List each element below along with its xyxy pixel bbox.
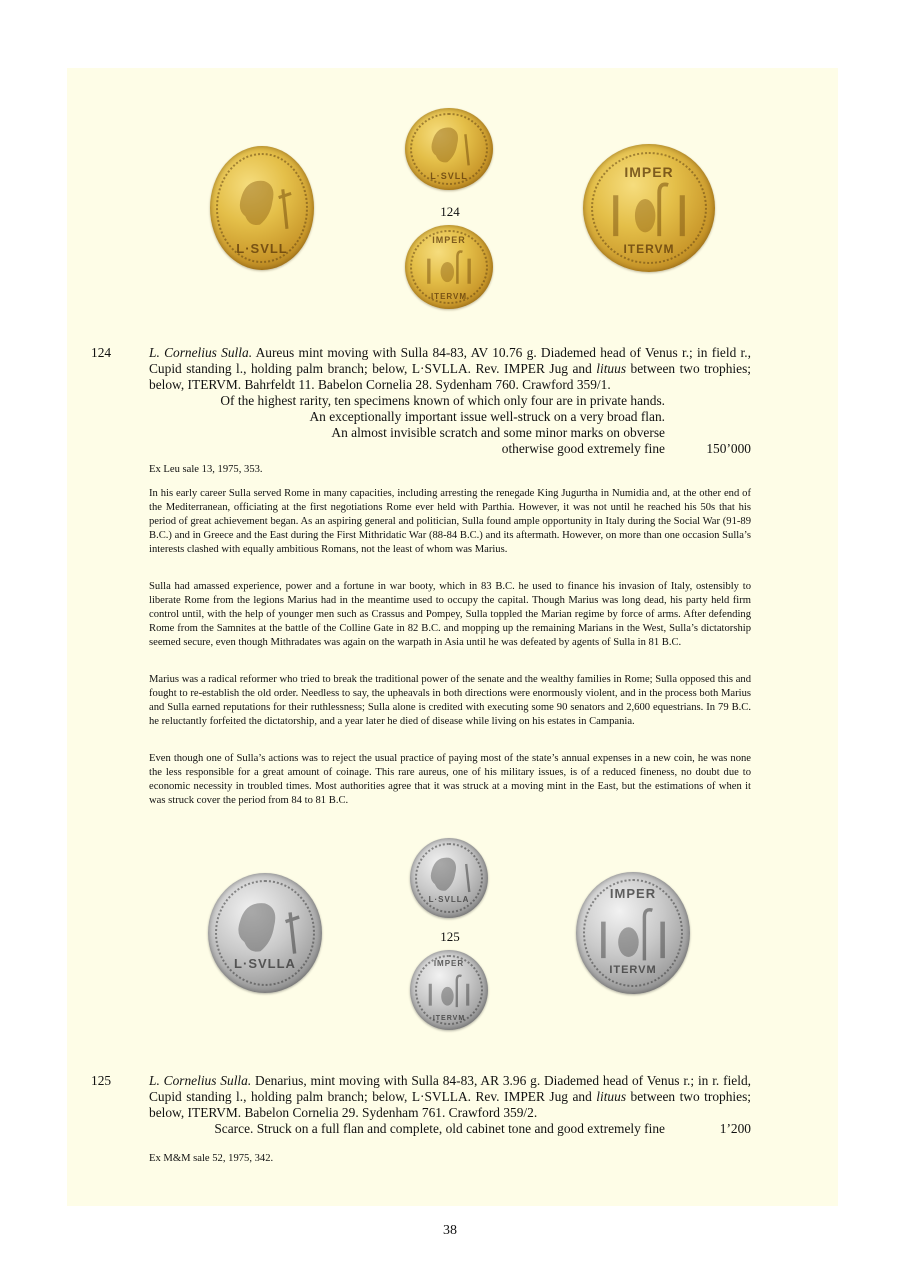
commentary-paragraph: Even though one of Sulla’s actions was to reject the usual practice of paying most of the state’s annual expenses in a new coin, he was none the less responsible for a great amount of coinage. This rare aureus, one of his military issues, is of a reduced fineness, no doubt due to economic necessity in troubled times. Most authorities agree that it was struck at a moving mint in the East, but the estimations of when it was struck cover the period from 84 to 81 B.C. — [149, 753, 751, 806]
coin-125-reverse-large — [576, 872, 690, 994]
obverse-legend: L·SVLL — [236, 241, 288, 256]
description-text: between two trophies; below, ITERVM. Babelon Cornelia 29. Sydenham 761. Crawford 359/2. — [149, 1089, 751, 1120]
lot-estimate: 150’000 — [706, 441, 751, 456]
lot-provenance: Ex Leu sale 13, 1975, 353. — [149, 464, 263, 475]
reverse-legend-bottom: ITERVM — [430, 292, 468, 301]
obverse-legend: L·SVLLA — [234, 956, 296, 971]
coin-124-reverse-large — [583, 144, 715, 272]
commentary-paragraph: Sulla had amassed experience, power and a fortune in war booty, which in 83 B.C. he used to finance his invasion of Italy, ostensibly to liberate Rome from the legions Marius had in the meantime used to occupy the capital. Though Marius was long dead, his party held firm control until, with the help of younger men such as Crassus and Pompey, Sulla toppled the Marian regime by force of arms. After defending Rome from the Samnites at the battle of the Colline Gate in 82 B.C. and mopping up the remaining Marians in the West, Sulla’s dictatorship seemed secure, even though Mithradates was again on the warpath in Asia until he was defeated by agents of Sulla in 81 B.C. — [149, 581, 751, 648]
coin-124-obverse-small — [405, 108, 493, 190]
obverse-legend: L·SVLL — [430, 171, 468, 181]
coin-image-number: 124 — [440, 204, 460, 219]
description-italic: lituus — [596, 361, 627, 376]
reverse-legend-top: IMPER — [433, 959, 465, 968]
description-text: Aureus mint moving with Sulla 84-83, AV 10.76 g. Diademed head of Venus r.; in field r., Cupid standing l., holding palm branch; below, L·SVLLA. Rev. IMPER Jug and — [149, 345, 751, 376]
venus-head-icon — [208, 873, 322, 993]
lot-note: Of the highest rarity, ten specimens known of which only four are in private hands. — [220, 393, 665, 408]
coin-125-obverse-small — [410, 838, 488, 918]
description-italic: lituus — [596, 1089, 627, 1104]
coin-image-number: 125 — [440, 929, 460, 944]
reverse-legend-top: IMPER — [432, 235, 466, 245]
coin-125-obverse-large — [208, 873, 322, 993]
description-text: Denarius, mint moving with Sulla 84-83, AR 3.96 g. Diademed head of Venus r.; in r. field, Cupid standing l., holding palm branch; below, L·SVLLA. Rev. IMPER Jug and — [149, 1073, 751, 1104]
commentary-paragraph: Marius was a radical reformer who tried to break the traditional power of the senate and the wealthy families in Rome; Sulla opposed this and fought to re-establish the old order. Needless to say, the upheavals in both directions were enormously violent, and in the process both Marius and Sulla earned reputations for their ruthlessness; Sulla alone is credited with executing some 90 senators and 2,600 equestrians. In 79 B.C. he reluctantly forfeited the dictatorship, and a year later he died of disease while living on his estates in Campania. — [149, 674, 751, 727]
reverse-legend-top: IMPER — [609, 886, 657, 901]
lot-note: An almost invisible scratch and some minor marks on obverse — [331, 425, 665, 440]
coin-125-reverse-small — [410, 950, 488, 1030]
obverse-legend: L·SVLLA — [428, 895, 470, 904]
reverse-legend-bottom: ITERVM — [609, 964, 657, 976]
lot-estimate: 1’200 — [719, 1121, 751, 1136]
lot-note: Scarce. Struck on a full flan and complete, old cabinet tone and good extremely fine — [214, 1121, 665, 1136]
lot-number: 125 — [91, 1073, 112, 1088]
lot-provenance: Ex M&M sale 52, 1975, 342. — [149, 1153, 274, 1164]
lot-note: An exceptionally important issue well-struck on a very broad flan. — [309, 409, 665, 424]
commentary-paragraph: In his early career Sulla served Rome in many capacities, including arresting the renegade King Jugurtha in Numidia and, at the other end of the Mediterranean, officiating at the first negotiations Rome ever held with Parthia. However, it was not until he reached his 50s that his period of great achievement began. As an aspiring general and politician, Sulla found ample opportunity in Italy during the Social War (91-89 B.C.) and in Greece and the East during the First Mithridatic War (88-84 B.C.) and its aftermath. However, on more than one occasion Sulla’s interests clashed with equally ambitious Romans, not the least of whom was Marius. — [149, 488, 751, 555]
page-number: 38 — [443, 1223, 457, 1238]
lot-note: otherwise good extremely fine — [501, 441, 665, 456]
reverse-legend-bottom: ITERVM — [623, 242, 675, 256]
description-text: between two trophies; below, ITERVM. Bahrfeldt 11. Babelon Cornelia 28. Sydenham 760. Crawford 359/1. — [149, 361, 751, 392]
coin-124-obverse-large — [210, 146, 314, 270]
lot-title: L. Cornelius Sulla. — [149, 1073, 252, 1088]
lot-description — [149, 345, 751, 393]
lot-number: 124 — [91, 345, 112, 360]
lot-title: L. Cornelius Sulla. — [149, 345, 253, 360]
venus-head-icon — [410, 838, 488, 918]
reverse-legend-top: IMPER — [624, 164, 674, 180]
coin-124-reverse-small — [405, 225, 493, 309]
lot-description — [149, 1073, 751, 1121]
reverse-legend-bottom: ITERVM — [432, 1015, 466, 1022]
